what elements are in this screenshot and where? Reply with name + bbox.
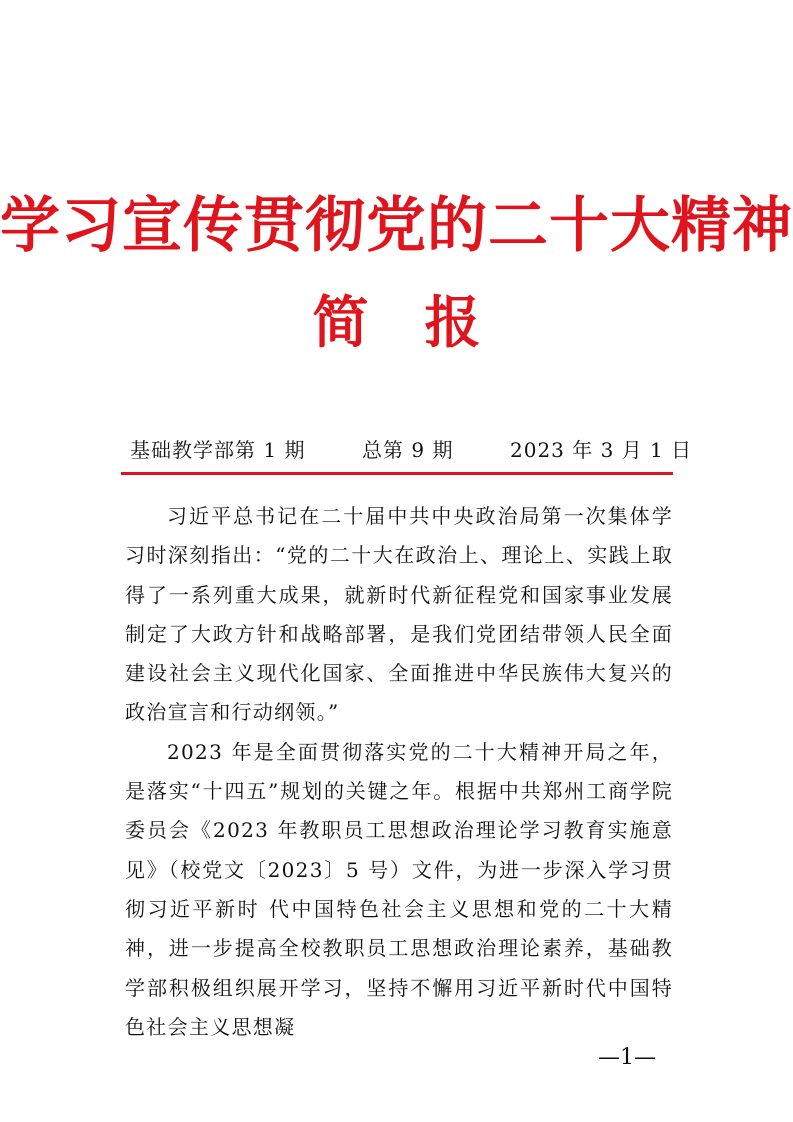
red-divider	[121, 472, 673, 475]
total-issue-number: 总第 9 期	[362, 438, 454, 462]
bulletin-subtitle: 简报	[312, 290, 537, 356]
page-number: —1—	[598, 1045, 656, 1070]
paragraph-1: 习近平总书记在二十届中共中央政治局第一次集体学习时深刻指出：“党的二十大在政治上、理论上、实践上取得了一系列重大成果，就新时代新征程党和国家事业发展制定了大政方针和战略部署，是我们党团结带领人民全面建设社会主义现代化国家、全面推进中华民族伟大复兴的政治宣言和行动纲领。”	[125, 504, 673, 725]
bulletin-title: 学习宣传贯彻党的二十大精神	[0, 191, 793, 261]
body-text	[125, 497, 673, 1047]
paragraph-2: 2023 年是全面贯彻落实党的二十大精神开局之年，是落实“十四五”规划的关键之年。根据中共郑州工商学院委员会《2023 年教职员工思想政治理论学习教育实施意见》（校党文〔2023〕5 号）文件，为进一步深入学习贯彻习近平新时 代中国特色社会主义思想和党的二十大精神，进一步提高全校教职员工思想政治理论素养，基础教学部积极组织展开学习，坚持不懈用习近平新时代中国特色社会主义思想凝	[125, 739, 673, 1039]
issue-date: 2023 年 3 月 1 日	[510, 438, 693, 462]
issue-number: 基础教学部第 1 期	[130, 438, 306, 462]
